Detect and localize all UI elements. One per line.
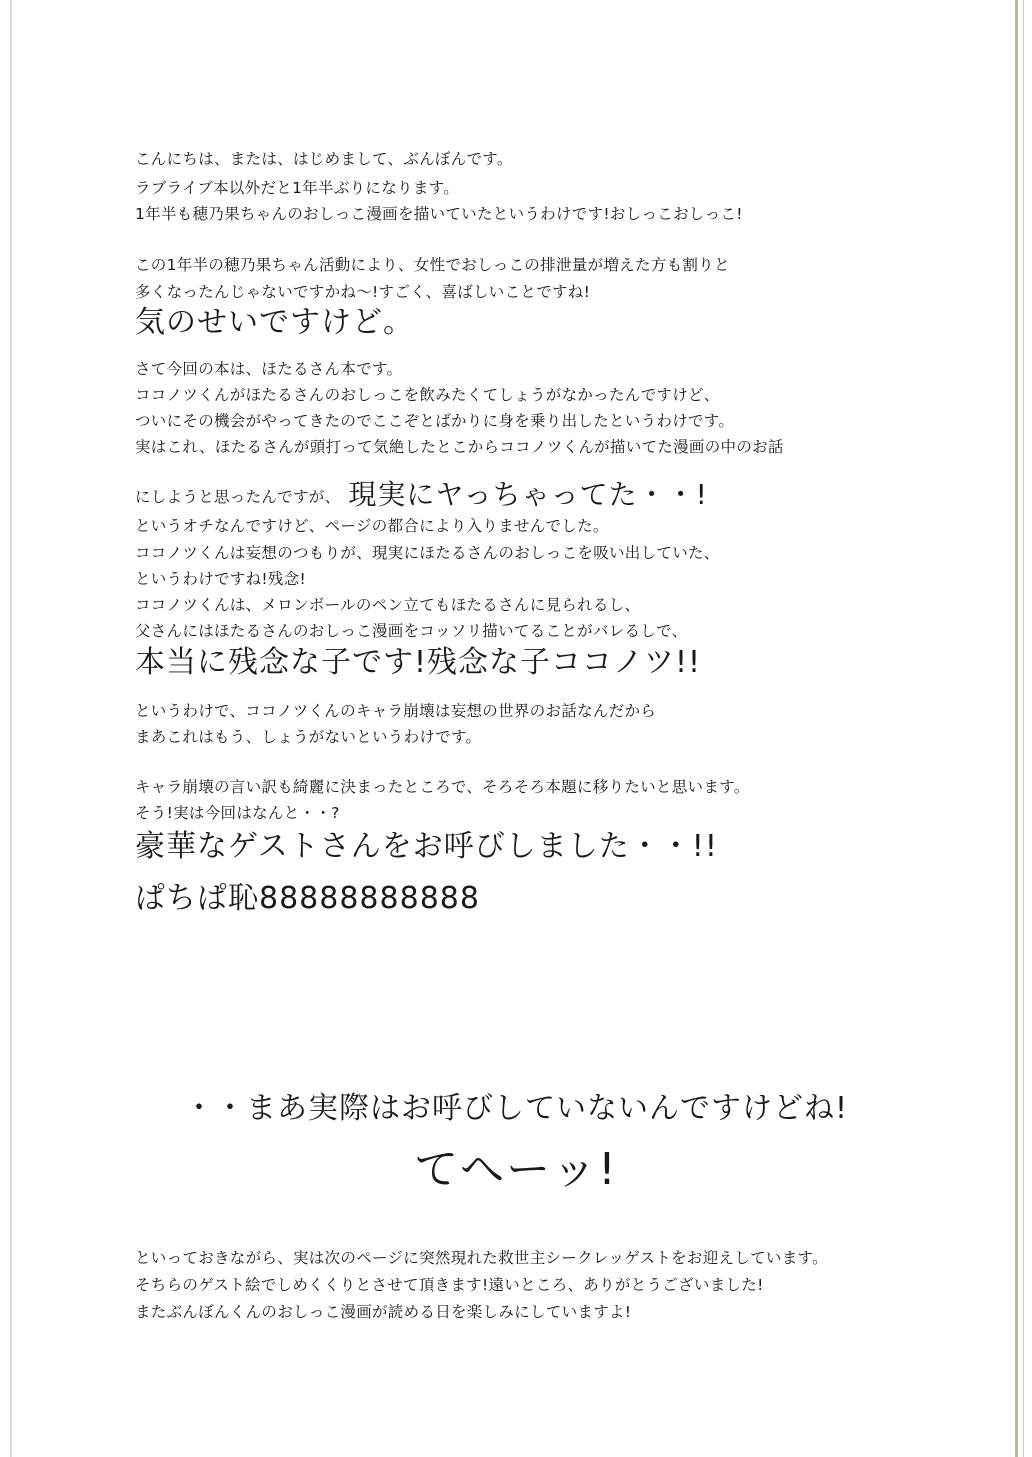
text-line: キャラ崩壊の言い訳も綺麗に決まったところで、そろそろ本題に移りたいと思います。 — [135, 778, 750, 796]
emphasis-line: 本当に残念な子です!残念な子ココノツ!! — [135, 645, 702, 680]
text-line-with-emphasis — [135, 478, 708, 511]
emphasis-inline: 現実にヤっちゃってた・・! — [348, 478, 708, 511]
text-line: 多くなったんじゃないですかね～!すごく、喜ばしいことですね! — [135, 283, 591, 301]
emphasis-line: 豪華なゲストさんをお呼びしました・・!! — [135, 829, 718, 864]
text-line: まあこれはもう、しょうがないというわけです。 — [135, 728, 482, 746]
text-line: ココノツくんは妄想のつもりが、現実にほたるさんのおしっこを吸い出していた、 — [135, 544, 720, 562]
text-line: ついにその機会がやってきたのでここぞとばかりに身を乗り出したというわけです。 — [135, 412, 735, 430]
page-edge-right — [1015, 0, 1018, 1457]
text-line: 1年半も穂乃果ちゃんのおしっこ漫画を描いていたというわけです!おしっこおしっこ! — [135, 205, 743, 223]
page-edge-left — [10, 0, 12, 1457]
text-line: そう!実は今回はなんと・・? — [135, 804, 340, 822]
text-line: 実はこれ、ほたるさんが頭打って気絶したとこからココノツくんが描いてた漫画の中のお話 — [135, 438, 784, 456]
text-line: ココノツくんは、メロンボールのペン立てもほたるさんに見られるし、 — [135, 596, 641, 614]
emphasis-line: 気のせいですけど。 — [135, 305, 414, 340]
text-line: そちらのゲスト絵でしめくくりとさせて頂きます!遠いところ、ありがとうございました! — [135, 1276, 764, 1294]
text-line: またぶんぼんくんのおしっこ漫画が読める日を楽しみにしていますよ! — [135, 1303, 632, 1321]
page-edge-right-inner — [1023, 0, 1024, 1457]
text-line: さて今回の本は、ほたるさん本です。 — [135, 360, 403, 378]
text-line: ココノツくんがほたるさんのおしっこを飲みたくてしょうがなかったんですけど、 — [135, 386, 720, 404]
text-line: 父さんにはほたるさんのおしっこ漫画をコッソリ描いてることがバレるしで、 — [135, 622, 688, 640]
text-line: というオチなんですけど、ページの都合により入りませんでした。 — [135, 517, 609, 535]
text-line: というわけですね!残念! — [135, 570, 307, 588]
text-line: といっておきながら、実は次のページに突然現れた救世主シークレッゲストをお迎えしています。 — [135, 1249, 828, 1267]
text-line: こんにちは、または、はじめまして、ぶんぼんです。 — [135, 150, 513, 168]
text-line: この1年半の穂乃果ちゃん活動により、女性でおしっこの排泄量が増えた方も割りと — [135, 256, 730, 274]
text-line: というわけで、ココノツくんのキャラ崩壊は妄想の世界のお話なんだから — [135, 702, 657, 720]
exclamation-title: てへーッ! — [414, 1144, 618, 1195]
emphasis-line: ぱちぱ恥88888888888 — [135, 881, 480, 916]
emphasis-line-centered: ・・まあ実際はお呼びしていないんですけどね! — [183, 1091, 849, 1126]
text-segment: にしようと思ったんですが、 — [135, 488, 341, 506]
text-line: ラブライブ本以外だと1年半ぶりになります。 — [135, 179, 459, 197]
